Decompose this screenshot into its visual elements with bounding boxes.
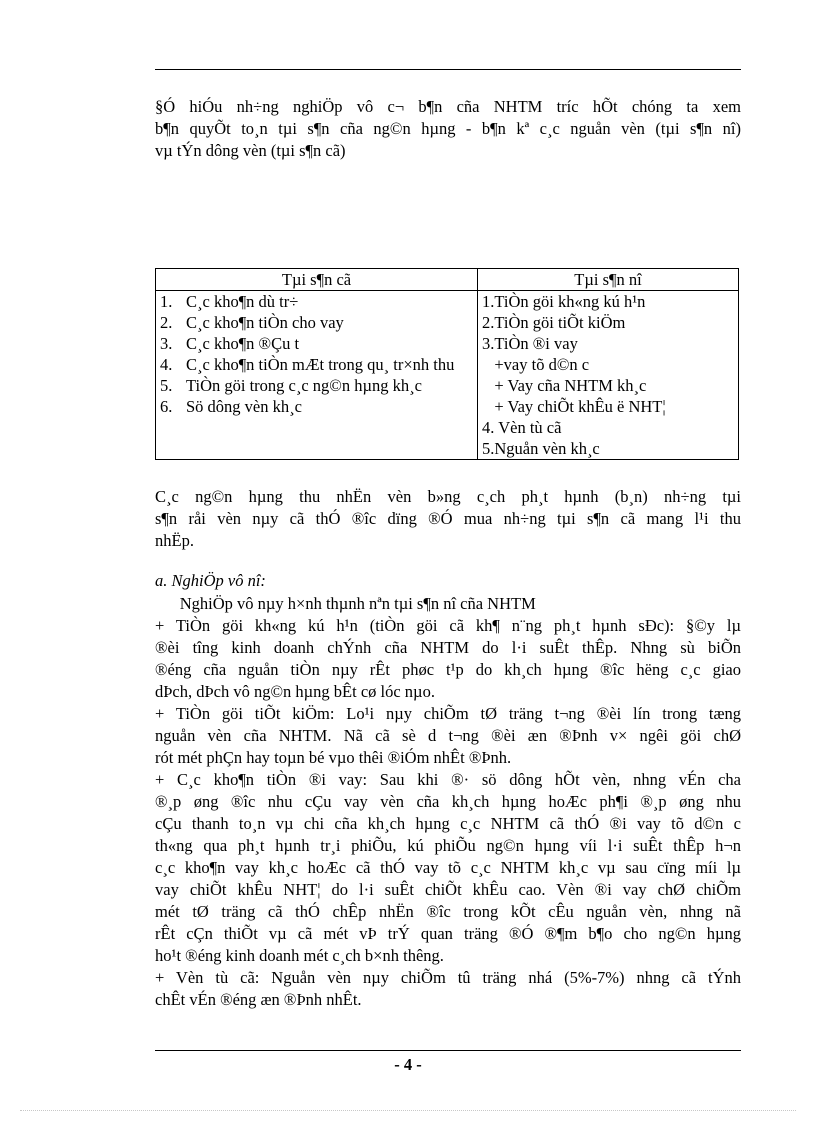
text-line: ho¹t ®éng kinh doanh mét c¸ch b×nh thêng. <box>155 946 444 965</box>
text-line: rót mét phÇn hay toµn bé vµo thêi ®iÓm nhÊt ®Þnh. <box>155 748 512 767</box>
text-line: §Ó hiÓu nh÷ng nghiÖp vô c¬ b¶n cña NHTM tríc hÕt chóng ta xem <box>155 97 741 116</box>
text-line: ®éng cña nguån tiÒn nµy rÊt phøc t¹p do kh¸ch hµng ®îc hëng c¸c giao <box>155 660 741 679</box>
text-line: mét tØ träng cã thÓ chÊp nhËn ®îc trong kÕt cÊu nguån vèn, nhng nã <box>155 902 741 921</box>
text-line: NghiÖp vô nµy h×nh thµnh nªn tµi s¶n nî cña NHTM <box>155 594 536 613</box>
liability-item: 5.Nguån vèn kh¸c <box>482 439 600 458</box>
section-heading: a. NghiÖp vô nî: <box>155 571 266 590</box>
liability-item: 3.TiÒn ®i vay <box>482 334 578 353</box>
text-line: C¸c ng©n hµng thu nhËn vèn b»ng c¸ch ph¸t hµnh (b¸n) nh÷ng tµi <box>155 487 741 506</box>
page-number: - 4 - <box>394 1055 422 1074</box>
liability-item: 4. Vèn tù cã <box>482 418 562 437</box>
text-line: + Vèn tù cã: Nguån vèn nµy chiÕm tû träng nhá (5%-7%) nhng cã tÝnh <box>155 968 741 987</box>
liability-item: + Vay cña NHTM kh¸c <box>482 376 647 395</box>
text-line: + TiÒn göi kh«ng kú h¹n (tiÒn göi cã kh¶ n¨ng ph¸t hµnh sÐc): §©y lµ <box>155 616 741 635</box>
text-line: ®¸p øng ®îc nhu cÇu vay vèn cña kh¸ch hµng hoÆc ph¶i ®¸p øng nhu <box>155 792 741 811</box>
assets-header: Tµi s¶n cã <box>156 269 478 291</box>
liability-item: 1.TiÒn göi kh«ng kú h¹n <box>482 292 646 311</box>
liabilities-header: Tµi s¶n nî <box>478 269 739 291</box>
liability-item: 2.TiÒn göi tiÕt kiÖm <box>482 313 626 332</box>
assets-cell <box>156 291 478 460</box>
liabilities-cell <box>478 291 739 460</box>
text-line: s¶n råi vèn nµy cã thÓ ®îc dïng ®Ó mua nh÷ng tµi s¶n cã mang l¹i thu <box>155 509 741 528</box>
body-text <box>155 593 741 1011</box>
table-header-row <box>156 269 739 291</box>
liability-item: +vay tõ d©n c <box>482 355 590 374</box>
footer-rule <box>155 1050 741 1051</box>
intro-paragraph <box>155 96 741 162</box>
liability-item: + Vay chiÕt khÊu ë NHT¦ <box>482 397 666 416</box>
text-line: rÊt cÇn thiÕt vµ cã mét vÞ trÝ quan träng ®Ó ®¶m b¶o cho ng©n hµng <box>155 924 741 943</box>
asset-item: 5. TiÒn göi trong c¸c ng©n hµng kh¸c <box>160 376 422 395</box>
table-body-row <box>156 291 739 460</box>
page-edge-dotted-line <box>20 1110 796 1111</box>
asset-item: 4. C¸c kho¶n tiÒn mÆt trong qu¸ tr×nh thu <box>160 355 455 374</box>
text-line: ®èi tîng kinh doanh chÝnh cña NHTM do l·i suÊt thÊp. Nhng sù biÕn <box>155 638 741 657</box>
header-rule <box>155 69 741 70</box>
paragraph-2 <box>155 486 741 552</box>
text-line: chÊt vÉn ®éng æn ®Þnh nhÊt. <box>155 990 362 1009</box>
text-line: b¶n quyÕt to¸n tµi s¶n cña ng©n hµng - b¶n kª c¸c nguån vèn (tµi s¶n nî) <box>155 119 741 138</box>
asset-item: 3. C¸c kho¶n ®Çu t <box>160 334 300 353</box>
balance-sheet-table <box>155 268 739 460</box>
text-line: th«ng qua ph¸t hµnh tr¸i phiÕu, kú phiÕu ng©n hµng víi l·i suÊt thÊp h¬n <box>155 836 741 855</box>
text-line: + TiÒn göi tiÕt kiÖm: Lo¹i nµy chiÕm tØ träng t¬ng ®èi lín trong tæng <box>155 704 741 723</box>
asset-item: 1. C¸c kho¶n dù tr÷ <box>160 292 299 311</box>
text-line: vµ tÝn dông vèn (tµi s¶n cã) <box>155 141 346 160</box>
balance-sheet-table-wrapper <box>155 268 739 460</box>
text-line: c¸c kho¶n vay kh¸c hoÆc cã thÓ vay tõ c¸c NHTM kh¸c vµ sau cïng míi lµ <box>155 858 741 877</box>
text-line: nhËp. <box>155 531 194 550</box>
text-line: dÞch, dÞch vô ng©n hµng bÊt cø lóc nµo. <box>155 682 435 701</box>
text-line: cÇu thanh to¸n vµ chi cña kh¸ch hµng c¸c NHTM cã thÓ ®i vay tõ d©n c <box>155 814 741 833</box>
asset-item: 2. C¸c kho¶n tiÒn cho vay <box>160 313 344 332</box>
text-line: + C¸c kho¶n tiÒn ®i vay: Sau khi ®· sö dông hÕt vèn, nhng vÉn cha <box>155 770 741 789</box>
asset-item: 6. Sö dông vèn kh¸c <box>160 397 302 416</box>
text-line: nguån vèn cña NHTM. Nã cã sè d t¬ng ®èi æn ®Þnh v× ngêi göi chØ <box>155 726 741 745</box>
text-line: vay chiÕt khÊu NHT¦ do l·i suÊt chiÕt khÊu cao. Vèn ®i vay chØ chiÕm <box>155 880 741 899</box>
